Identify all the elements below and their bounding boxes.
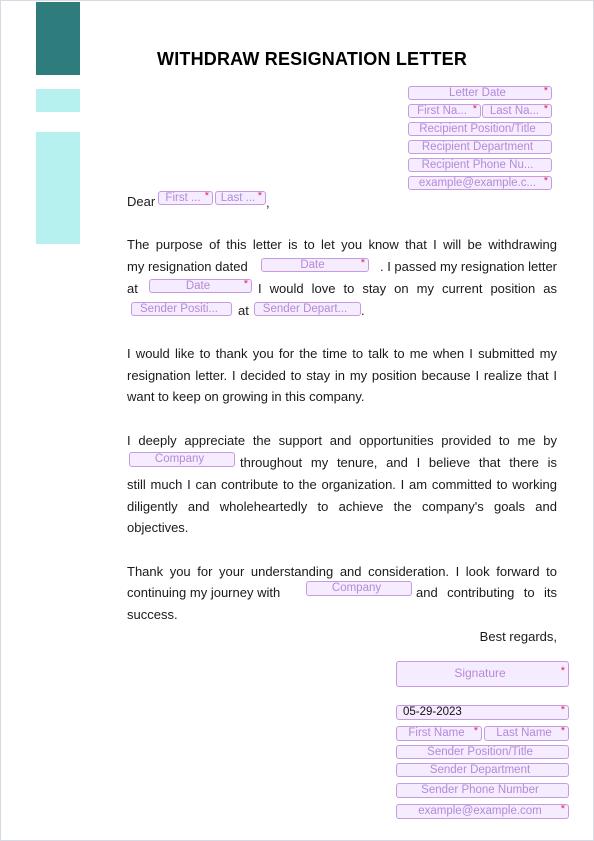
passed-date-field[interactable]: Date *: [149, 279, 252, 293]
recipient-last-name-field[interactable]: Last Na... *: [482, 104, 552, 118]
recipient-phone-field[interactable]: Recipient Phone Nu...: [408, 158, 552, 172]
para3-rest: still much I can contribute to the organization. I am committed to working diligently and wholeheartedly to achieve the company's goals and objectives.: [127, 477, 557, 536]
salutation-first-name-field[interactable]: First ... *: [158, 191, 213, 205]
sender-phone-field[interactable]: Sender Phone Number: [396, 783, 569, 798]
para1-line3-pre: at: [127, 281, 138, 296]
decorative-bar-dark: [36, 2, 80, 75]
para1-line2-pre: my resignation dated: [127, 259, 248, 274]
salutation-comma: ,: [266, 195, 270, 210]
closing: Best regards,: [479, 629, 557, 644]
para4-line1: Thank you for your understanding and consideration. I look forward to: [127, 564, 557, 579]
para4-line2-pre: continuing my journey with: [127, 585, 281, 600]
recipient-first-name-field[interactable]: First Na... *: [408, 104, 481, 118]
para1-period: .: [361, 303, 365, 318]
sender-department-field[interactable]: Sender Department: [396, 763, 569, 777]
para1-line3-post: I would love to stay on my current position as: [258, 281, 557, 296]
recipient-position-field[interactable]: Recipient Position/Title: [408, 122, 552, 136]
para1-line1: The purpose of this letter is to let you know that I will be withdrawing: [127, 237, 557, 252]
para1-at: at: [238, 303, 249, 318]
para4-line3: success.: [127, 607, 178, 622]
salutation-dear: Dear: [127, 194, 156, 209]
sender-date-field[interactable]: 05-29-2023 *: [396, 705, 569, 720]
company-field-2[interactable]: Company: [306, 581, 412, 596]
signature-field[interactable]: Signature *: [396, 661, 569, 687]
para3-line2-post: throughout my tenure, and I believe that there is: [240, 455, 557, 470]
letter-date-field[interactable]: Letter Date *: [408, 86, 552, 100]
para3-line1: I deeply appreciate the support and opportunities provided to me by: [127, 433, 557, 448]
para1-line2-post: . I passed my resignation letter: [379, 259, 557, 274]
sender-department-inline-field[interactable]: Sender Depart...: [254, 302, 361, 316]
salutation-last-name-field[interactable]: Last ... *: [215, 191, 266, 205]
sender-last-name-field[interactable]: Last Name *: [484, 726, 569, 741]
para2: I would like to thank you for the time to talk to me when I submitted my resignation letter. I decided to stay in my position because I realize that I want to keep on growing in this company.: [127, 346, 557, 405]
resignation-date-field[interactable]: Date *: [261, 258, 369, 272]
sender-position-inline-field[interactable]: Sender Positi...: [131, 302, 232, 316]
sender-email-field[interactable]: example@example.com *: [396, 804, 569, 819]
decorative-bar-light-large: [36, 132, 80, 244]
recipient-email-field[interactable]: example@example.c... *: [408, 176, 552, 190]
sender-position-field[interactable]: Sender Position/Title: [396, 745, 569, 759]
document-title: WITHDRAW RESIGNATION LETTER: [157, 49, 468, 69]
recipient-department-field[interactable]: Recipient Department: [408, 140, 552, 154]
decorative-bar-light-small: [36, 89, 80, 112]
para4-line2-post: and contributing to its: [416, 585, 557, 600]
company-field-1[interactable]: Company: [129, 452, 235, 467]
sender-first-name-field[interactable]: First Name *: [396, 726, 482, 741]
